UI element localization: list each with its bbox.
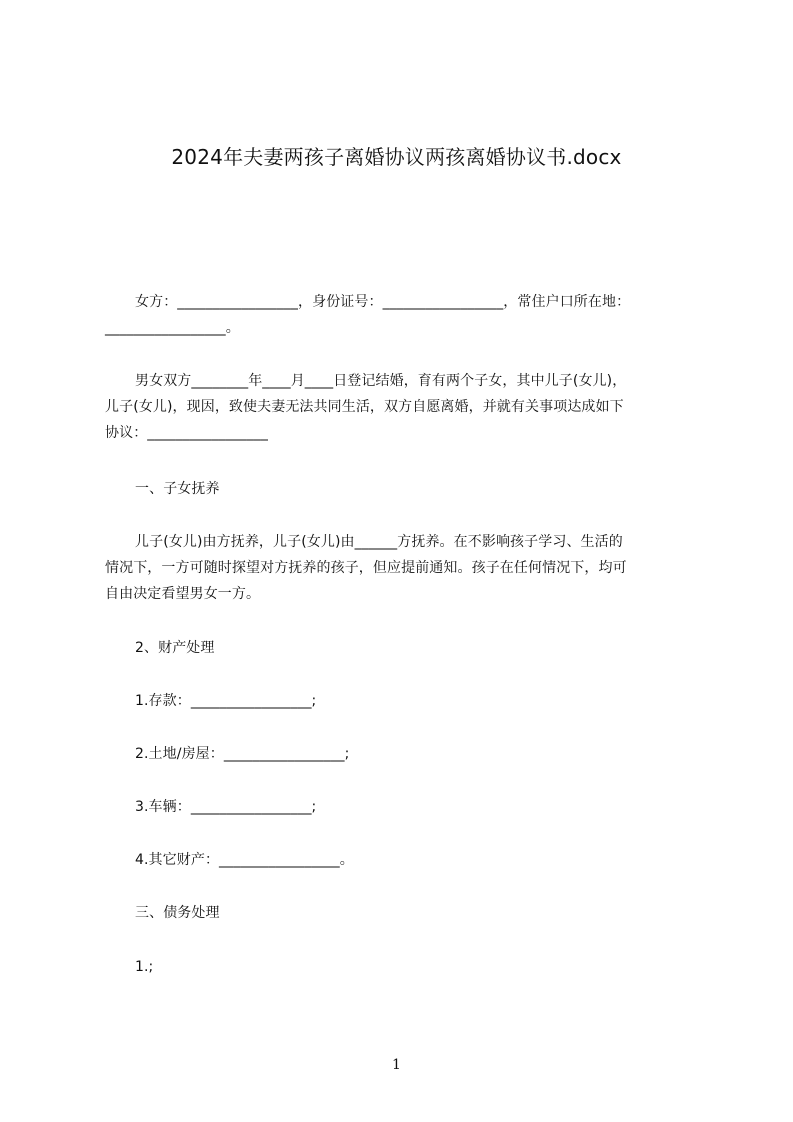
child-custody-paragraph: [105, 529, 702, 607]
party-info-line-2: _________________。: [105, 320, 240, 336]
marriage-info-line-1: 男女双方________年____月____日登记结婚，育有两个子女，其中儿子(女儿)，: [135, 373, 627, 389]
property-item-other: 4.其它财产：_________________。: [135, 852, 354, 868]
section-heading-child-custody: 一、子女抚养: [135, 481, 220, 497]
page-number: 1: [392, 1057, 401, 1073]
property-item-vehicle: 3.车辆：_________________;: [135, 799, 317, 815]
marriage-info-line-3: 协议：_________________: [105, 425, 268, 441]
party-info-line-1: 女方：_________________，身份证号：_________________，常住户口所在地：: [135, 294, 631, 310]
section-heading-debt: 三、债务处理: [135, 905, 220, 921]
party-info-paragraph: [105, 289, 702, 341]
debt-item-1: 1.;: [135, 959, 154, 975]
property-item-land-house: 2.土地/房屋：_________________;: [135, 746, 350, 762]
marriage-info-line-2: 儿子(女儿)，现因，致使夫妻无法共同生活，双方自愿离婚，并就有关事项达成如下: [105, 399, 624, 415]
child-custody-line-1: 儿子(女儿)由方抚养，儿子(女儿)由______方抚养。在不影响孩子学习、生活的: [135, 534, 623, 550]
section-heading-property: 2、财产处理: [135, 640, 215, 656]
document-title: 2024年夫妻两孩子离婚协议两孩离婚协议书.docx: [171, 145, 622, 169]
child-custody-line-3: 自由决定看望男女一方。: [105, 586, 261, 602]
property-item-savings: 1.存款：_________________;: [135, 693, 317, 709]
child-custody-line-2: 情况下，一方可随时探望对方抚养的孩子，但应提前通知。孩子在任何情况下，均可: [105, 560, 627, 576]
marriage-info-paragraph: [105, 368, 702, 446]
